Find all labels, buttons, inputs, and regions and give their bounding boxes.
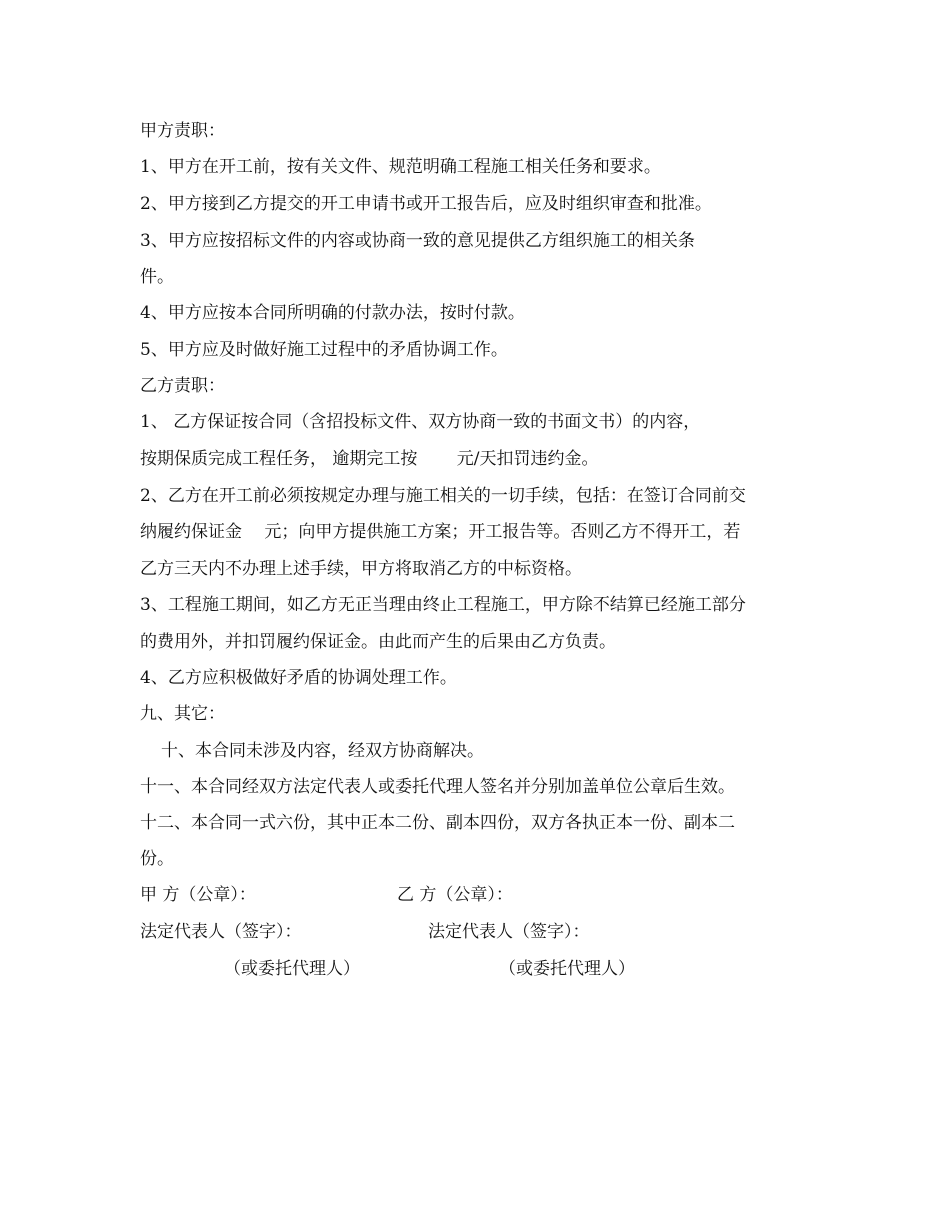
- party-a-duty-1: 1、甲方在开工前，按有关文件、规范明确工程施工相关任务和要求。: [140, 157, 661, 177]
- party-a-duty-2: 2、甲方接到乙方提交的开工申请书或开工报告后，应及时组织审查和批准。: [140, 194, 712, 214]
- party-b-duty-3-cont: 的费用外，并扣罚履约保证金。由此而产生的后果由乙方负责。: [140, 632, 616, 652]
- party-a-seal-label: 甲 方（公章）：: [140, 885, 256, 905]
- party-b-agent-label: （或委托代理人）: [499, 959, 635, 979]
- party-b-duty-1: 1、 乙方保证按合同（含招投标文件、双方协商一致的书面文书）的内容，: [140, 412, 701, 432]
- party-b-representative-label: 法定代表人（签字）：: [428, 922, 590, 942]
- clause-12-cont: 份。: [140, 849, 174, 869]
- clause-10: 十、本合同未涉及内容，经双方协商解决。: [161, 741, 484, 761]
- party-b-seal-label: 乙 方（公章）：: [397, 885, 513, 905]
- party-b-duties-heading: 乙方责职：: [140, 376, 225, 396]
- party-b-duty-2-cont: 纳履约保证金 元；向甲方提供施工方案；开工报告等。否则乙方不得开工，若: [140, 522, 741, 542]
- party-a-duty-3-cont: 件。: [140, 267, 174, 287]
- party-a-representative-label: 法定代表人（签字）：: [140, 922, 302, 942]
- party-b-duty-4: 4、乙方应积极做好矛盾的协调处理工作。: [140, 668, 457, 688]
- party-a-duty-4: 4、甲方应按本合同所明确的付款办法，按时付款。: [140, 303, 525, 323]
- party-a-duties-heading: 甲方责职：: [140, 121, 225, 141]
- other-heading: 九、其它：: [140, 704, 225, 724]
- party-a-duty-5: 5、甲方应及时做好施工过程中的矛盾协调工作。: [140, 340, 508, 360]
- party-b-duty-3: 3、工程施工期间，如乙方无正当理由终止工程施工，甲方除不结算已经施工部分: [140, 595, 746, 615]
- party-b-duty-2: 2、乙方在开工前必须按规定办理与施工相关的一切手续，包括：在签订合同前交: [140, 486, 746, 506]
- party-b-duty-2-cont2: 乙方三天内不办理上述手续，甲方将取消乙方的中标资格。: [140, 559, 582, 579]
- clause-11: 十一、本合同经双方法定代表人或委托代理人签名并分别加盖单位公章后生效。: [140, 777, 735, 797]
- party-a-agent-label: （或委托代理人）: [224, 959, 360, 979]
- clause-12: 十二、本合同一式六份，其中正本二份、副本四份，双方各执正本一份、副本二: [140, 813, 735, 833]
- party-b-duty-1-cont: 按期保质完成工程任务， 逾期完工按 元/天扣罚违约金。: [140, 449, 599, 469]
- party-a-duty-3: 3、甲方应按招标文件的内容或协商一致的意见提供乙方组织施工的相关条: [140, 231, 695, 251]
